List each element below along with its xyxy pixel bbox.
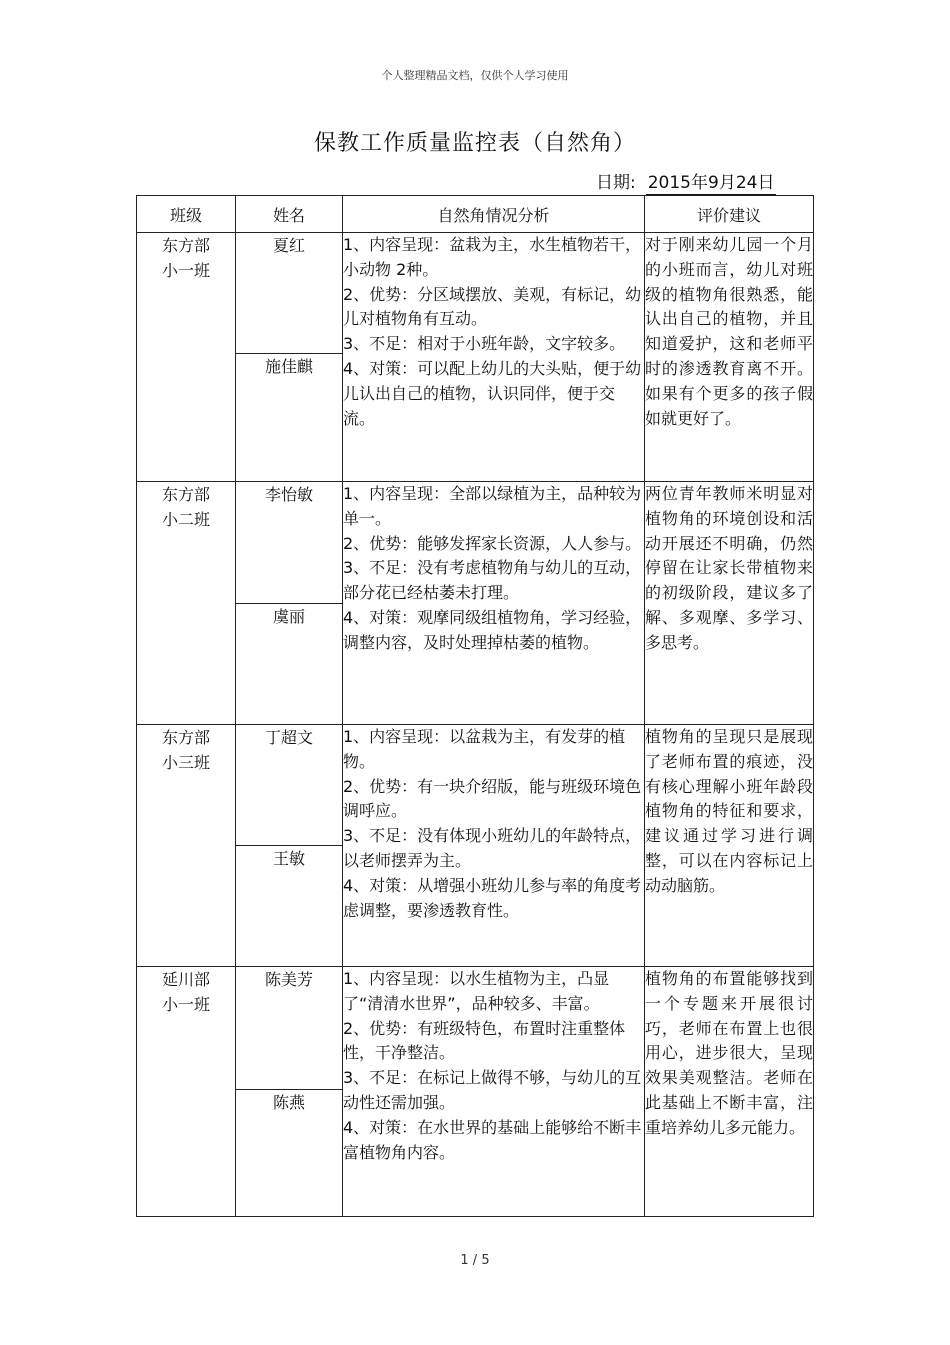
analysis-content: 1、内容呈现：盆栽为主，水生植物若干，小动物 2种。 (343, 235, 642, 279)
analysis-advantage: 2、优势：有一块介绍版，能与班级环境色调呼应。 (343, 776, 642, 821)
column-header-analysis: 自然角情况分析 (343, 196, 645, 233)
class-cell (137, 482, 236, 725)
table-row (137, 482, 814, 604)
column-header-evaluation: 评价建议 (645, 196, 814, 233)
analysis-shortcoming: 3、不足：相对于小班年龄，文字较多。 (343, 334, 626, 354)
analysis-strategy: 4、对策：从增强小班幼儿参与率的角度考虑调整，要渗透教育性。 (343, 875, 642, 920)
analysis-advantage: 2、优势：分区域摆放、美观，有标记，幼儿对植物角有互动。 (343, 284, 642, 329)
analysis-cell (343, 725, 645, 967)
teacher-name-cell: 陈美芳 (236, 967, 343, 1090)
class-cell (137, 725, 236, 967)
analysis-shortcoming: 3、不足：没有考虑植物角与幼儿的互动，部分花已经枯萎未打理。 (343, 558, 642, 603)
table-row (137, 967, 814, 1090)
teacher-name-cell: 李怡敏 (236, 482, 343, 604)
table-row (137, 725, 814, 846)
table-header-row (137, 196, 814, 233)
evaluation-cell: 两位青年教师米明显对植物角的环境创设和活动开展还不明确，仍然停留在让家长带植物来的初级阶段，建议多了解、多观摩、多学习、多思考。 (645, 482, 814, 725)
class-cell (137, 233, 236, 482)
teacher-name-cell: 施佳麒 (236, 354, 343, 482)
class-campus: 延川部 (161, 970, 210, 989)
date-label: 日期: (596, 173, 636, 193)
class-campus: 东方部 (161, 728, 210, 747)
evaluation-cell: 植物角的呈现只是展现了老师布置的痕迹，没有核心理解小班年龄段植物角的特征和要求，建议通过学习进行调整，可以在内容标记上动动脑筋。 (645, 725, 814, 967)
analysis-shortcoming: 3、不足：没有体现小班幼儿的年龄特点，以老师摆弄为主。 (343, 826, 642, 870)
class-campus: 东方部 (161, 485, 210, 504)
teacher-name-cell: 王敏 (236, 846, 343, 967)
analysis-strategy: 4、对策：在水世界的基础上能够给不断丰富植物角内容。 (343, 1117, 642, 1162)
date-line (596, 168, 776, 195)
teacher-name-cell: 陈燕 (236, 1090, 343, 1217)
class-grade: 小一班 (161, 995, 210, 1014)
analysis-advantage: 2、优势：有班级特色，布置时注重整体性，干净整洁。 (343, 1018, 626, 1063)
teacher-name-cell: 丁超文 (236, 725, 343, 846)
teacher-name-cell: 夏红 (236, 233, 343, 354)
analysis-content: 1、内容呈现：以水生植物为主，凸显了“清清水世界”，品种较多、丰富。 (343, 969, 610, 1013)
class-grade: 小三班 (161, 753, 210, 772)
table-row (137, 233, 814, 354)
analysis-cell (343, 233, 645, 482)
column-header-name: 姓名 (236, 196, 343, 233)
monitor-table (136, 195, 814, 1217)
evaluation-cell: 植物角的布置能够找到一个专题来开展很讨巧，老师在布置上也很用心，进步很大，呈现效果美观整洁。老师在此基础上不断丰富，注重培养幼儿多元能力。 (645, 967, 814, 1217)
evaluation-cell: 对于刚来幼儿园一个月的小班而言，幼儿对班级的植物角很熟悉，能认出自己的植物，并且知道爱护，这和老师平时的渗透教育离不开。如果有个更多的孩子假如就更好了。 (645, 233, 814, 482)
class-cell (137, 967, 236, 1217)
header-note: 个人整理精品文档，仅供个人学习使用 (381, 69, 569, 82)
analysis-content: 1、内容呈现：全部以绿植为主，品种较为单一。 (343, 484, 642, 528)
class-grade: 小一班 (161, 261, 210, 280)
analysis-content: 1、内容呈现：以盆栽为主，有发芽的植物。 (343, 727, 626, 771)
column-header-class: 班级 (137, 196, 236, 233)
analysis-cell (343, 967, 645, 1217)
class-campus: 东方部 (161, 236, 210, 255)
page-number: 1 / 5 (460, 1253, 490, 1268)
analysis-advantage: 2、优势：能够发挥家长资源，人人参与。 (343, 533, 642, 553)
analysis-cell (343, 482, 645, 725)
class-grade: 小二班 (161, 510, 210, 529)
analysis-shortcoming: 3、不足：在标记上做得不够，与幼儿的互动性还需加强。 (343, 1068, 642, 1112)
date-value: 2015年9月24日 (646, 168, 777, 195)
analysis-strategy: 4、对策：观摩同级组植物角，学习经验，调整内容，及时处理掉枯萎的植物。 (343, 607, 642, 652)
analysis-strategy: 4、对策：可以配上幼儿的大头贴，便于幼儿认出自己的植物，认识同伴，便于交流。 (343, 358, 642, 428)
document-title: 保教工作质量监控表（自然角） (313, 131, 636, 156)
teacher-name-cell: 虞丽 (236, 604, 343, 725)
